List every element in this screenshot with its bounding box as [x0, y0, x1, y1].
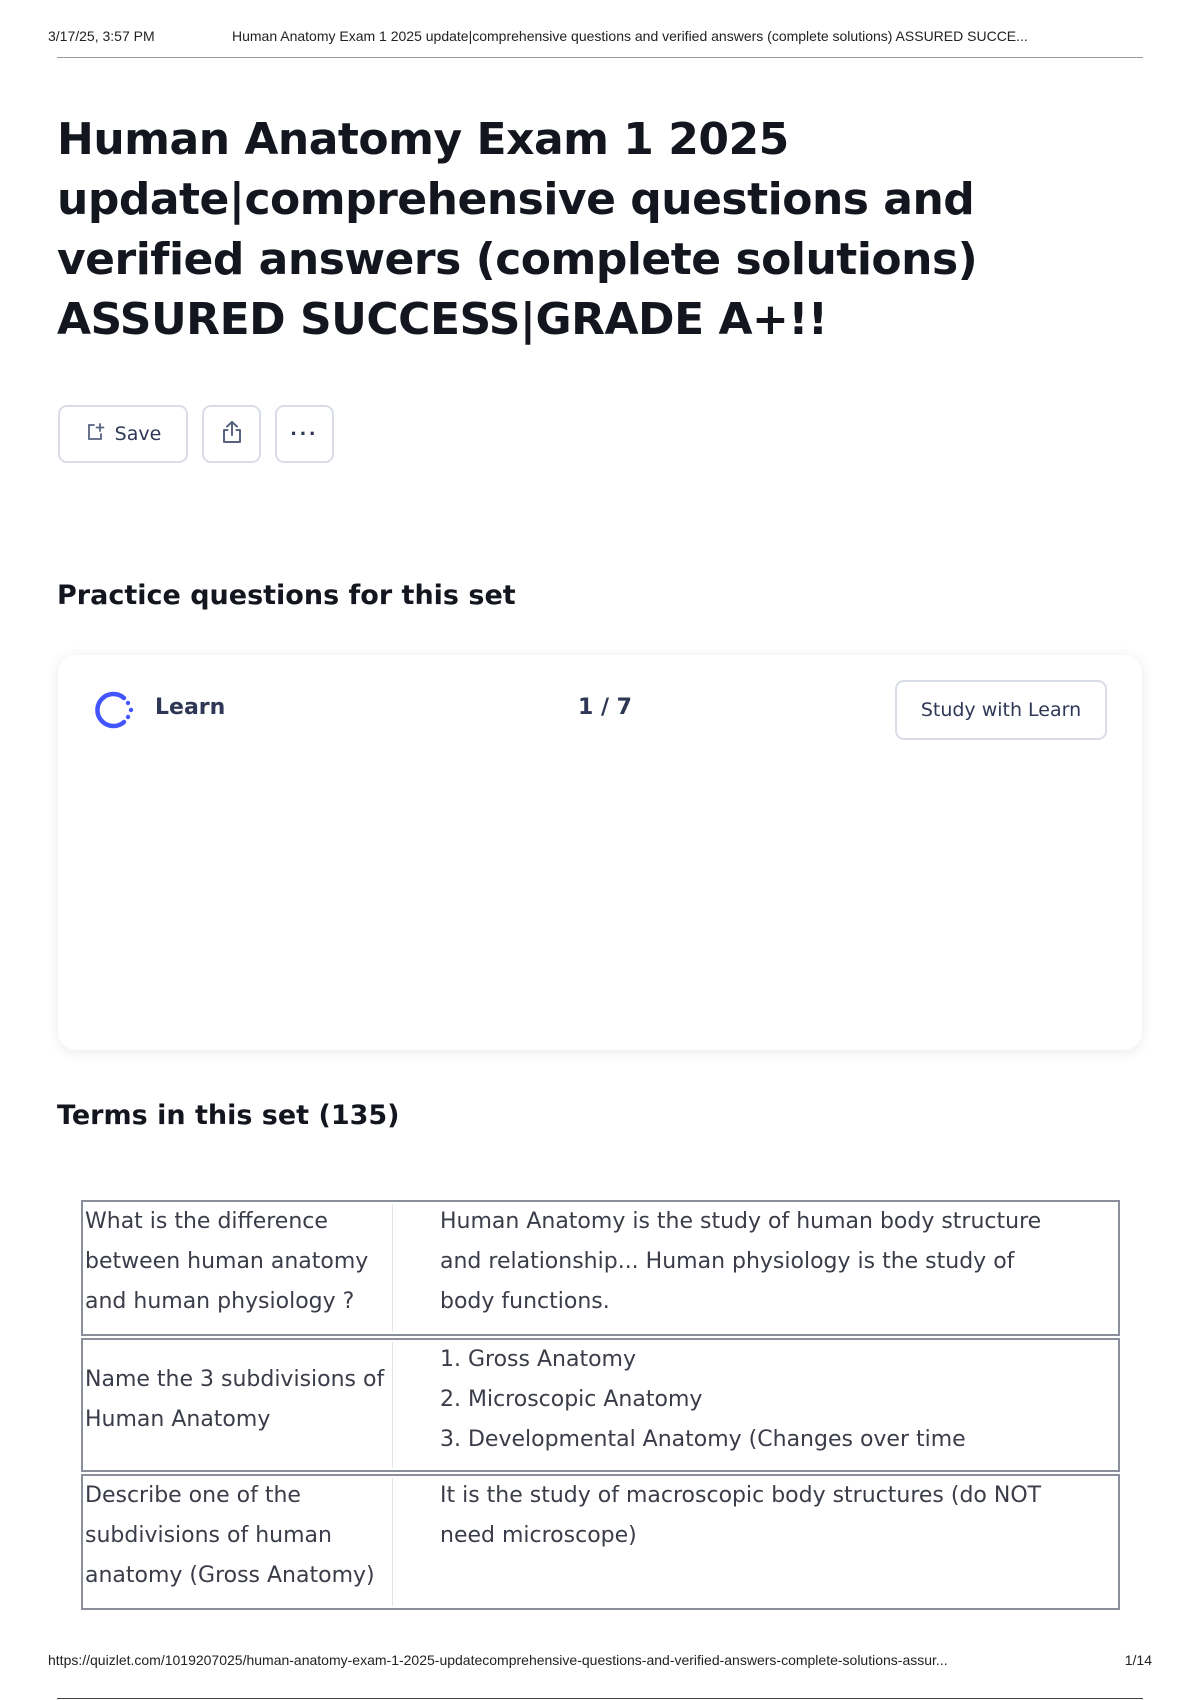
- learn-card: [58, 655, 1142, 1050]
- share-button[interactable]: [202, 405, 261, 463]
- definition-line: 2. Microscopic Anatomy: [440, 1387, 703, 1412]
- study-with-learn-button[interactable]: Study with Learn: [895, 680, 1107, 740]
- definition-line: 1. Gross Anatomy: [440, 1347, 636, 1372]
- more-icon: ···: [290, 421, 319, 446]
- print-title: Human Anatomy Exam 1 2025 update|comprehensive questions and verified answers (complete solutions) ASSURED SUCCE...: [232, 28, 1028, 44]
- question-counter: 1 / 7: [578, 695, 632, 720]
- definition-text: [440, 1202, 1060, 1322]
- more-options-button[interactable]: [275, 405, 334, 463]
- term-text: Name the 3 subdivisions of Human Anatomy: [85, 1367, 385, 1432]
- column-divider: [392, 1204, 393, 1332]
- learn-label: Learn: [155, 695, 226, 720]
- save-label: Save: [114, 423, 162, 445]
- footer-divider: [57, 1698, 1143, 1699]
- definition-line: 3. Developmental Anatomy (Changes over time: [440, 1427, 966, 1452]
- save-icon: [85, 422, 105, 447]
- learn-progress-icon: [94, 689, 136, 731]
- page-number: 1/14: [1124, 1652, 1152, 1668]
- practice-heading: Practice questions for this set: [57, 580, 516, 611]
- term-row: [81, 1338, 1120, 1472]
- definition-line: It is the study of macroscopic body structures (do NOT need microscope): [440, 1483, 1042, 1548]
- page-title: Human Anatomy Exam 1 2025 update|comprehensive questions and verified answers (complete solutions) ASSURED SUCCESS|GRADE A+!!: [57, 114, 978, 345]
- term-row: [81, 1200, 1120, 1336]
- header-divider: [57, 57, 1143, 58]
- definition-text: [440, 1476, 1060, 1556]
- print-url: https://quizlet.com/1019207025/human-anatomy-exam-1-2025-updatecomprehensive-questions-and-verified-answers-complete-solutions-assur...: [48, 1652, 948, 1668]
- definition-text: [440, 1340, 1060, 1460]
- term-text: What is the difference between human anatomy and human physiology ?: [85, 1209, 369, 1314]
- terms-table: [81, 1200, 1120, 1610]
- print-header: [48, 28, 1152, 44]
- term-row: [81, 1474, 1120, 1610]
- print-date: 3/17/25, 3:57 PM: [48, 28, 155, 44]
- share-icon: [218, 418, 246, 451]
- terms-heading: Terms in this set (135): [57, 1100, 400, 1131]
- print-footer: [48, 1652, 1152, 1668]
- term-text: Describe one of the subdivisions of human anatomy (Gross Anatomy): [85, 1483, 375, 1588]
- save-button[interactable]: [58, 405, 188, 463]
- column-divider: [392, 1478, 393, 1606]
- definition-line: Human Anatomy is the study of human body structure and relationship... Human physiology is the study of body functions.: [440, 1209, 1042, 1314]
- column-divider: [392, 1342, 393, 1468]
